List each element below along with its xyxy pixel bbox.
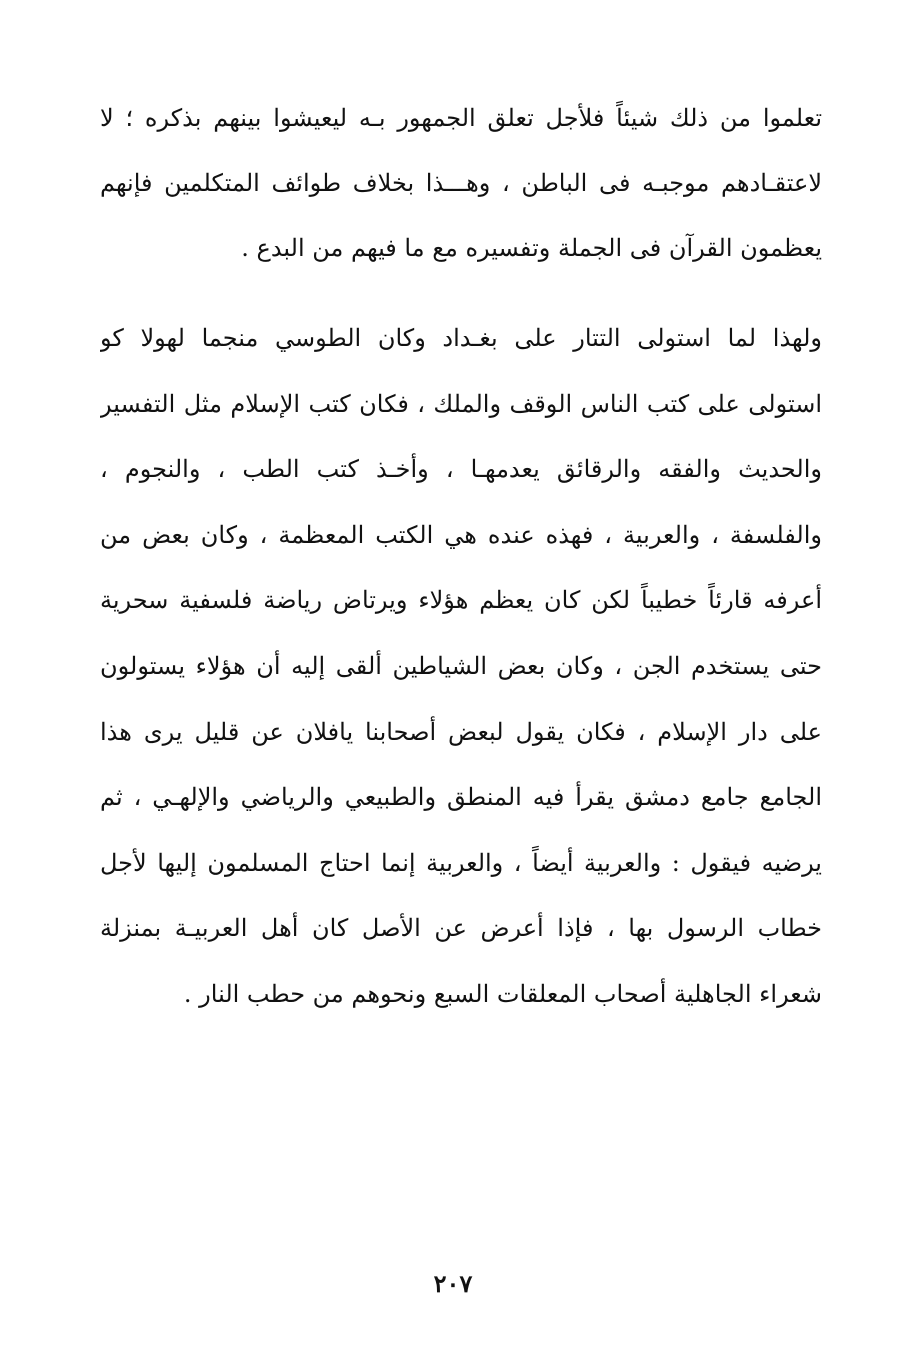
text-line: ولهذا لما استولى التتار على بغـداد وكان الطوسي منجما لهولا كو xyxy=(100,324,822,352)
text-line: استولى على كتب الناس الوقف والملك ، فكان كتب الإسلام مثل التفسير xyxy=(100,389,822,418)
text-line: والحديث والفقه والرقائق يعدمهـا ، وأخـذ كتب الطب ، والنجوم ، xyxy=(100,455,822,484)
text-line: والفلسفة ، والعربية ، فهذه عنده هي الكتب المعظمة ، وكان بعض من xyxy=(100,520,822,549)
paragraph-1 xyxy=(100,86,822,280)
text-line: تعلموا من ذلك شيئاً فلأجل تعلق الجمهور بـه ليعيشوا بينهم بذكره ؛ لا xyxy=(100,104,822,132)
text-line: حتى يستخدم الجن ، وكان بعض الشياطين ألقى إليه أن هؤلاء يستولون xyxy=(100,651,822,680)
paragraph-2 xyxy=(100,306,822,1028)
text-line: أعرفه قارئاً خطيباً لكن كان يعظم هؤلاء ويرتاض رياضة فلسفية سحرية xyxy=(100,586,822,615)
text-line: لاعتقـادهم موجبـه فى الباطن ، وهـــذا بخلاف طوائف المتكلمين فإنهم xyxy=(100,168,822,197)
text-line: يعظمون القرآن فى الجملة وتفسيره مع ما فيهم من البدع . xyxy=(241,233,822,262)
text-line: على دار الإسلام ، فكان يقول لبعض أصحابنا يافلان عن قليل يرى هذا xyxy=(100,717,822,746)
text-line: يرضيه فيقول : والعربية أيضاً ، والعربية إنما احتاج المسلمون إليها لأجل xyxy=(100,848,822,877)
page-number: ٢٠٧ xyxy=(433,1269,473,1298)
text-line: الجامع جامع دمشق يقرأ فيه المنطق والطبيعي والرياضي والإلهـي ، ثم xyxy=(100,783,822,812)
text-line: شعراء الجاهلية أصحاب المعلقات السبع ونحوهم من حطب النار . xyxy=(183,979,822,1008)
text-line: خطاب الرسول بها ، فإذا أعرض عن الأصل كان أهل العربيـة بمنزلة xyxy=(100,914,822,943)
